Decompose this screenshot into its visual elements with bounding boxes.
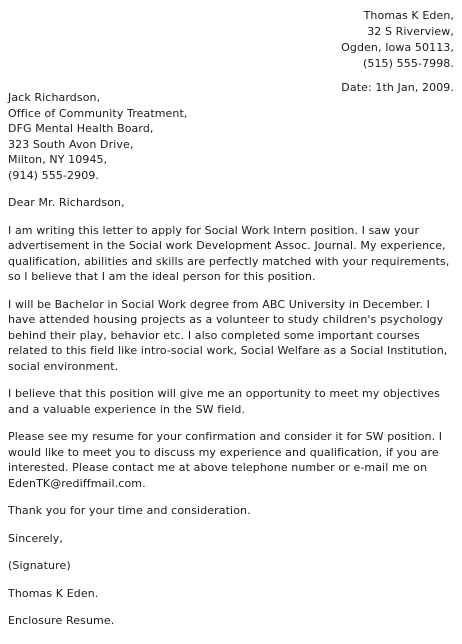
- salutation: Dear Mr. Richardson,: [8, 196, 125, 209]
- sender-city: Ogden, Iowa 50113,: [341, 41, 454, 54]
- paragraph-line: interested. Please contact me at above telephone number or e-mail me on: [8, 461, 428, 474]
- signature-placeholder: (Signature): [8, 559, 71, 572]
- paragraph-line: would like to meet you to discuss my experience and qualification, if you are: [8, 445, 439, 459]
- paragraph-line: qualification, abilities and skills are perfectly matched with your requirements,: [8, 254, 450, 268]
- paragraph-line: have attended housing projects as a volunteer to study children's psychology: [8, 313, 444, 326]
- signer-name: Thomas K Eden.: [8, 586, 99, 600]
- paragraph-line: behind their play, behavior etc. I also completed some important courses: [8, 328, 420, 342]
- recipient-phone: (914) 555-2909.: [8, 168, 100, 182]
- letter-body: [8, 90, 452, 629]
- enclosure-note: Enclosure Resume.: [8, 614, 115, 627]
- recipient-city: Milton, NY 10945,: [8, 153, 108, 166]
- sender-street: 32 S Riverview,: [367, 25, 454, 38]
- email-address: EdenTK@rediffmail.com.: [8, 476, 146, 490]
- sender-address-block: [341, 8, 454, 72]
- paragraph-line: advertisement in the Social work Development Assoc. Journal. My experience,: [8, 239, 446, 252]
- paragraph-4: [8, 429, 452, 491]
- paragraph-line: I believe that this position will give me an opportunity to meet my objectives: [8, 387, 440, 400]
- paragraph-line: I am writing this letter to apply for Social Work Intern position. I saw your: [8, 223, 420, 237]
- recipient-office: Office of Community Treatment,: [8, 106, 188, 120]
- paragraph-line: related to this field like intro-social work, Social Welfare as a Social Institution,: [8, 344, 448, 357]
- paragraph-line: so I believe that I am the ideal person for this position.: [8, 270, 316, 283]
- recipient-address-block: [8, 90, 452, 183]
- paragraph-line: I will be Bachelor in Social Work degree from ABC University in December. I: [8, 297, 430, 311]
- thanks-line: Thank you for your time and consideration.: [8, 504, 251, 517]
- recipient-street: 323 South Avon Drive,: [8, 137, 134, 151]
- paragraph-line: Please see my resume for your confirmation and consider it for SW position. I: [8, 430, 443, 443]
- paragraph-3: [8, 386, 452, 417]
- paragraph-2: [8, 297, 452, 375]
- paragraph-1: [8, 223, 452, 285]
- recipient-organization: DFG Mental Health Board,: [8, 122, 154, 135]
- paragraph-line: and a valuable experience in the SW field.: [8, 402, 246, 416]
- letter-date: Date: 1th Jan, 2009.: [341, 81, 454, 94]
- sender-name: Thomas K Eden,: [363, 9, 454, 22]
- recipient-name: Jack Richardson,: [8, 91, 101, 104]
- closing: Sincerely,: [8, 531, 63, 545]
- sender-phone: (515) 555-7998.: [362, 57, 454, 70]
- paragraph-line: social environment.: [8, 359, 119, 373]
